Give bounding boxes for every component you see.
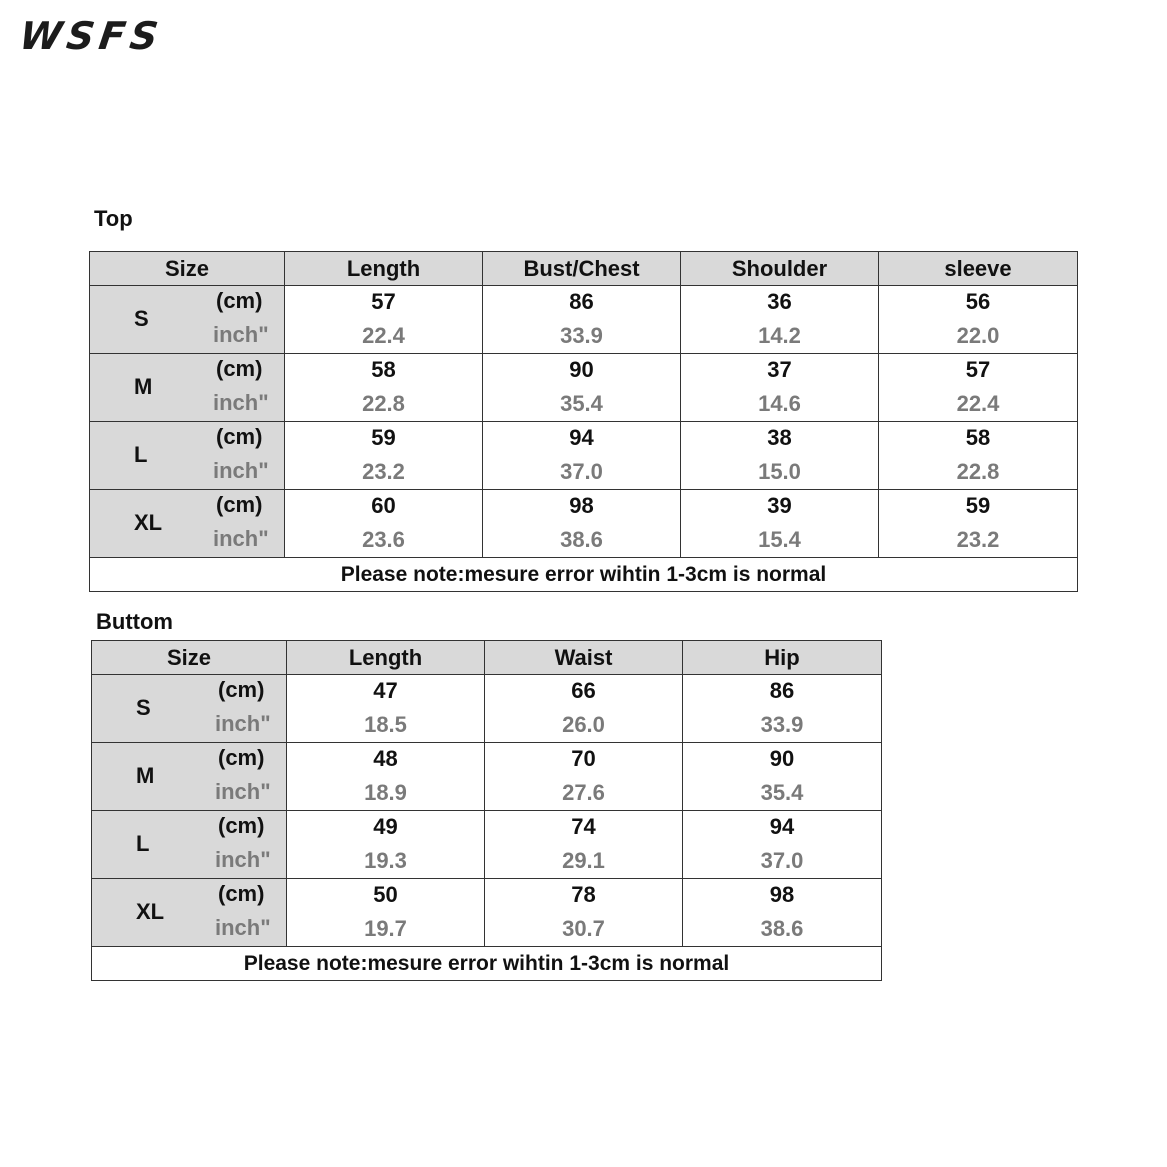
measurement-note: Please note:mesure error wihtin 1-3cm is normal xyxy=(92,947,882,981)
value-cell xyxy=(681,422,879,490)
cm-value: 47 xyxy=(373,678,398,703)
cm-value: 37 xyxy=(767,357,792,382)
inch-value: 22.4 xyxy=(362,323,405,348)
cm-value: 49 xyxy=(373,814,398,839)
unit-inch-label: inch" xyxy=(215,711,271,736)
header-shoulder: Shoulder xyxy=(681,252,879,286)
inch-value: 22.8 xyxy=(362,391,405,416)
cm-value: 36 xyxy=(767,289,792,314)
top-size-table xyxy=(89,251,1078,592)
value-cell xyxy=(483,354,681,422)
unit-cm-label: (cm) xyxy=(216,288,263,313)
value-cell xyxy=(287,675,485,743)
inch-value: 23.2 xyxy=(956,527,1000,552)
inch-value: 14.2 xyxy=(758,323,801,348)
cm-value: 58 xyxy=(965,425,991,450)
value-cell xyxy=(879,490,1078,558)
header-waist: Waist xyxy=(485,641,683,675)
inch-value: 33.9 xyxy=(760,712,804,737)
inch-value: 33.9 xyxy=(560,323,603,348)
value-cell xyxy=(681,354,879,422)
table-row xyxy=(92,675,882,743)
unit-cm-label: (cm) xyxy=(218,745,265,770)
value-cell xyxy=(681,286,879,354)
size-cell xyxy=(90,490,285,558)
inch-value: 38.6 xyxy=(560,527,603,552)
measurement-note: Please note:mesure error wihtin 1-3cm is normal xyxy=(90,558,1078,592)
value-cell xyxy=(483,490,681,558)
size-label: L xyxy=(134,442,148,467)
cm-value: 48 xyxy=(373,746,398,771)
size-cell xyxy=(92,675,287,743)
cm-value: 90 xyxy=(769,746,795,771)
unit-cm-label: (cm) xyxy=(218,881,265,906)
inch-value: 15.4 xyxy=(758,527,801,552)
value-cell xyxy=(683,675,882,743)
inch-value: 14.6 xyxy=(758,391,801,416)
cm-value: 98 xyxy=(769,882,795,907)
size-cell xyxy=(92,743,287,811)
size-label: L xyxy=(136,831,150,856)
value-cell xyxy=(683,811,882,879)
table-row xyxy=(90,490,1078,558)
value-cell xyxy=(681,490,879,558)
header-length: Length xyxy=(285,252,483,286)
value-cell xyxy=(879,422,1078,490)
inch-value: 18.9 xyxy=(364,780,407,805)
size-cell xyxy=(90,354,285,422)
inch-value: 18.5 xyxy=(364,712,407,737)
unit-cm-label: (cm) xyxy=(218,677,265,702)
value-cell xyxy=(285,422,483,490)
value-cell xyxy=(287,811,485,879)
cm-value: 94 xyxy=(569,425,594,450)
inch-value: 22.4 xyxy=(956,391,1000,416)
unit-inch-label: inch" xyxy=(213,458,269,483)
value-cell xyxy=(285,490,483,558)
cm-value: 56 xyxy=(965,289,991,314)
unit-inch-label: inch" xyxy=(215,779,271,804)
top-section-title: Top xyxy=(94,206,133,231)
header-size: Size xyxy=(92,641,287,675)
size-label: XL xyxy=(136,899,165,924)
size-label: S xyxy=(136,695,151,720)
cm-value: 58 xyxy=(371,357,396,382)
unit-inch-label: inch" xyxy=(215,915,271,940)
value-cell xyxy=(485,879,683,947)
table-row xyxy=(90,286,1078,354)
cm-value: 57 xyxy=(371,289,396,314)
value-cell xyxy=(285,354,483,422)
inch-value: 19.3 xyxy=(364,848,407,873)
cm-value: 60 xyxy=(371,493,396,518)
cm-value: 74 xyxy=(571,814,596,839)
cm-value: 59 xyxy=(965,493,991,518)
unit-inch-label: inch" xyxy=(213,390,269,415)
inch-value: 29.1 xyxy=(562,848,605,873)
value-cell xyxy=(483,286,681,354)
inch-value: 19.7 xyxy=(364,916,407,941)
cm-value: 70 xyxy=(571,746,596,771)
cm-value: 38 xyxy=(767,425,792,450)
value-cell xyxy=(485,811,683,879)
bottom-header-row xyxy=(92,641,882,675)
note-row xyxy=(92,947,882,981)
inch-value: 27.6 xyxy=(562,780,605,805)
cm-value: 50 xyxy=(373,882,398,907)
inch-value: 30.7 xyxy=(562,916,605,941)
table-row xyxy=(92,811,882,879)
unit-cm-label: (cm) xyxy=(216,356,263,381)
value-cell xyxy=(485,743,683,811)
value-cell xyxy=(483,422,681,490)
value-cell xyxy=(287,879,485,947)
value-cell xyxy=(683,743,882,811)
value-cell xyxy=(285,286,483,354)
table-row xyxy=(92,743,882,811)
unit-inch-label: inch" xyxy=(213,526,269,551)
brand-logo: WSFS xyxy=(16,14,166,58)
size-cell xyxy=(90,286,285,354)
cm-value: 59 xyxy=(371,425,396,450)
inch-value: 23.6 xyxy=(362,527,405,552)
size-cell xyxy=(92,811,287,879)
inch-value: 26.0 xyxy=(562,712,605,737)
unit-cm-label: (cm) xyxy=(216,424,263,449)
bottom-size-table xyxy=(91,640,882,981)
top-header-row xyxy=(90,252,1078,286)
header-size: Size xyxy=(90,252,285,286)
inch-value: 22.0 xyxy=(956,323,1000,348)
value-cell xyxy=(683,879,882,947)
unit-inch-label: inch" xyxy=(215,847,271,872)
unit-cm-label: (cm) xyxy=(218,813,265,838)
value-cell xyxy=(287,743,485,811)
bottom-section-title: Buttom xyxy=(96,609,173,634)
cm-value: 90 xyxy=(569,357,594,382)
cm-value: 78 xyxy=(571,882,596,907)
inch-value: 37.0 xyxy=(760,848,804,873)
value-cell xyxy=(485,675,683,743)
inch-value: 23.2 xyxy=(362,459,405,484)
size-cell xyxy=(90,422,285,490)
table-row xyxy=(90,354,1078,422)
table-row xyxy=(92,879,882,947)
inch-value: 37.0 xyxy=(560,459,603,484)
cm-value: 66 xyxy=(571,678,596,703)
inch-value: 38.6 xyxy=(760,916,804,941)
unit-cm-label: (cm) xyxy=(216,492,263,517)
cm-value: 86 xyxy=(569,289,594,314)
header-bust-chest: Bust/Chest xyxy=(483,252,681,286)
cm-value: 86 xyxy=(769,678,795,703)
cm-value: 98 xyxy=(569,493,594,518)
value-cell xyxy=(879,286,1078,354)
inch-value: 35.4 xyxy=(760,780,804,805)
size-label: XL xyxy=(134,510,163,535)
table-row xyxy=(90,422,1078,490)
note-row xyxy=(90,558,1078,592)
inch-value: 22.8 xyxy=(956,459,1000,484)
cm-value: 94 xyxy=(769,814,795,839)
inch-value: 15.0 xyxy=(758,459,801,484)
cm-value: 57 xyxy=(965,357,991,382)
unit-inch-label: inch" xyxy=(213,322,269,347)
size-label: S xyxy=(134,306,149,331)
header-length: Length xyxy=(287,641,485,675)
size-label: M xyxy=(136,763,155,788)
header-sleeve: sleeve xyxy=(879,252,1078,286)
size-cell xyxy=(92,879,287,947)
cm-value: 39 xyxy=(767,493,792,518)
header-hip: Hip xyxy=(683,641,882,675)
value-cell xyxy=(879,354,1078,422)
inch-value: 35.4 xyxy=(560,391,603,416)
size-label: M xyxy=(134,374,153,399)
